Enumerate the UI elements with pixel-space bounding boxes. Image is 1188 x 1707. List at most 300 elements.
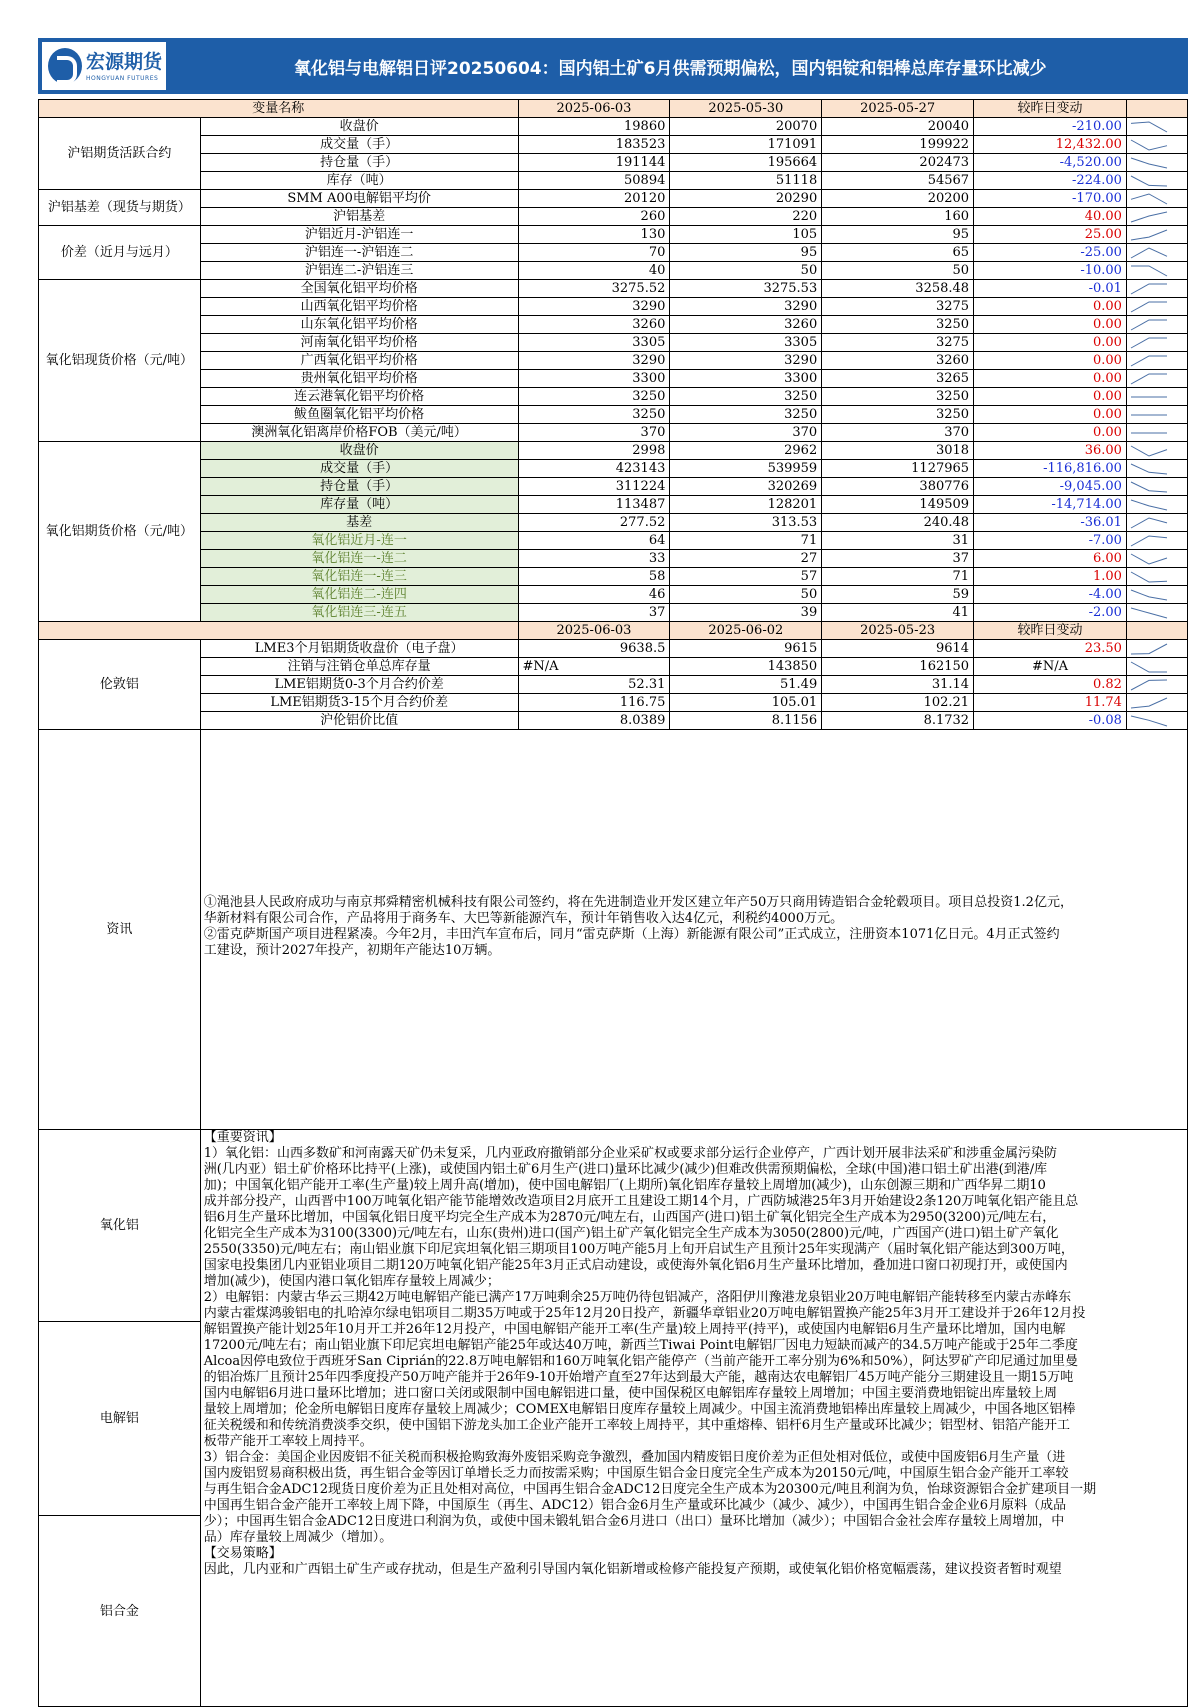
sparkline [1127,496,1187,513]
value-cell: 70 [518,244,670,262]
value-cell: 95 [670,244,822,262]
sparkline [1127,352,1187,369]
change-cell: -14,714.00 [974,496,1127,514]
value-cell: 50 [822,262,974,280]
table-row [39,496,1188,514]
analysis-label: 铝合金 [39,1516,201,1707]
table-row [39,244,1188,262]
value-cell: 105 [670,226,822,244]
sparkline-cell [1126,676,1187,694]
value-cell: 51118 [670,172,822,190]
sparkline [1127,568,1187,585]
sparkline-cell [1126,352,1187,370]
sparkline [1127,262,1187,279]
analysis-label: 氧化铝 [39,1130,201,1322]
value-cell: 380776 [822,478,974,496]
value-cell: 20200 [822,190,974,208]
news-paragraph: ①渑池县人民政府成功与南京邦舜精密机械科技有限公司签约，将在先进制造业开发区建立年产50万只商用铸造铝合金轮毂项目。项目总投资1.2亿元， [203,895,1073,910]
value-cell: 19860 [518,118,670,136]
change-cell: 0.00 [974,406,1127,424]
analysis-line: 增加(减少)，使国内港口氧化铝库存量较上周减少； [203,1274,500,1289]
sparkline-cell [1126,478,1187,496]
table-row [39,298,1188,316]
logo-text: 宏源期货 [86,51,163,73]
change-cell: #N/A [974,658,1127,676]
analysis-line: 板带产能开工率较上周持平。 [203,1434,373,1449]
analysis-line: 洲(几内亚）铝土矿价格环比持平(上涨)，或使国内铝土矿6月生产(进口)量环比减少(减少)但难改供需预期偏松，全球(中国)港口铝土矿出港(到港/库 [203,1162,1048,1177]
value-cell: 59 [822,586,974,604]
row-label: 沪铝连二-沪铝连三 [200,262,518,280]
table-row [39,172,1188,190]
table-header-row [39,622,1188,640]
row-label: 基差 [200,514,518,532]
change-cell: -0.01 [974,280,1127,298]
value-cell: 3260 [670,316,822,334]
category-cell: 氧化铝期货价格（元/吨） [39,442,201,622]
logo [42,42,166,90]
value-cell: 3275 [822,334,974,352]
sparkline-path [1131,536,1167,546]
sparkline [1127,226,1187,243]
change-cell: 0.00 [974,298,1127,316]
sparkline-cell [1126,460,1187,478]
sparkline-path [1131,122,1167,132]
value-cell: 52.31 [518,676,670,694]
sparkline-path [1131,464,1167,474]
sparkline [1127,406,1187,423]
sparkline-path [1131,518,1167,528]
change-cell: -10.00 [974,262,1127,280]
change-cell: -0.08 [974,712,1127,730]
value-cell: 313.53 [670,514,822,532]
sparkline-path [1131,302,1167,312]
value-cell: 54567 [822,172,974,190]
row-label: 成交量（手） [200,136,518,154]
value-cell: 64 [518,532,670,550]
sparkline-cell [1126,244,1187,262]
sparkline [1127,550,1187,567]
row-label: 鲅鱼圈氧化铝平均价格 [200,406,518,424]
table-row [39,352,1188,370]
value-cell: 40 [518,262,670,280]
sparkline-cell [1126,406,1187,424]
row-label: 氧化铝近月-连一 [200,532,518,550]
analysis-line: 少）；中国再生铝合金ADC12日度进口利润为负，或使中国未锻轧铝合金6月进口（出口）量环比增加（减少）；中国铝合金社会库存量较上周增加，中 [203,1514,1065,1529]
value-cell: 3305 [518,334,670,352]
row-label: LME3个月铝期货收盘价（电子盘） [200,640,518,658]
analysis-line: 国内废铝贸易商积极出货，再生铝合金等因订单增长乏力而按需采购；中国原生铝合金日度完全生产成本为20150元/吨，中国原生铝合金产能开工率较 [203,1466,1069,1481]
sparkline [1127,298,1187,315]
value-cell: 149509 [822,496,974,514]
analysis-line: 国家电投集团几内亚铝业项目二期120万吨氧化铝产能25年3月正式启动建设，或使海外氧化铝6月生产量环比增加，叠加进口窗口初现打开，或使国内 [203,1258,1068,1273]
sparkline-path [1131,482,1167,492]
sparkline [1127,388,1187,405]
value-cell: 3250 [518,388,670,406]
value-cell: 2962 [670,442,822,460]
value-cell: 277.52 [518,514,670,532]
value-cell: 130 [518,226,670,244]
sparkline-cell [1126,262,1187,280]
sparkline-path [1131,680,1167,690]
value-cell: 9638.5 [518,640,670,658]
sparkline-path [1131,176,1167,186]
value-cell: 31 [822,532,974,550]
value-cell: 50 [670,262,822,280]
sparkline-cell [1126,532,1187,550]
row-label: 持仓量（手） [200,478,518,496]
sparkline-path [1131,284,1167,294]
sparkline-path [1131,248,1167,258]
sparkline-path [1131,158,1167,168]
value-cell: 3300 [670,370,822,388]
table-row [39,316,1188,334]
value-cell: 423143 [518,460,670,478]
sparkline [1127,712,1187,729]
category-cell: 伦敦铝 [39,640,201,730]
sparkline-path [1131,500,1167,510]
sparkline [1127,694,1187,711]
change-cell: -210.00 [974,118,1127,136]
sparkline-path [1131,644,1167,654]
sparkline-path [1131,590,1167,600]
change-cell: 36.00 [974,442,1127,460]
value-cell: 183523 [518,136,670,154]
category-cell: 沪铝期货活跃合约 [39,118,201,190]
row-label: 成交量（手） [200,460,518,478]
sparkline [1127,190,1187,207]
analysis-line: 的铝冶炼厂且预计25年四季度投产50万吨产能并于26年9-10开始增产直至27年达到最大产能，越南达农电解铝厂45万吨产能分三期建设且一期15万吨 [203,1370,1074,1385]
news-content [200,730,1187,1130]
sparkline-cell [1126,712,1187,730]
category-cell: 氧化铝现货价格（元/吨） [39,280,201,442]
value-cell: 320269 [670,478,822,496]
value-cell: 162150 [822,658,974,676]
change-cell: 40.00 [974,208,1127,226]
value-cell: 3290 [518,298,670,316]
value-cell: 20290 [670,190,822,208]
value-cell: 3250 [670,388,822,406]
value-cell: 37 [518,604,670,622]
analysis-line: 2550(3350)元/吨左右；南山铝业旗下印尼宾坦氧化铝三期项目100万吨产能5月上旬开启试生产且预计25年实现满产（届时氧化铝产能达到300万吨， [203,1242,1074,1257]
table-row [39,712,1188,730]
value-cell: 71 [670,532,822,550]
analysis-line: Alcoa因停电致位于西班牙San Ciprián的22.8万吨电解铝和160万吨氧化铝产能停产（当前产能开工率分别为6%和50%），阿达罗矿产印尼通过加里曼 [203,1354,1078,1369]
category-cell: 沪铝基差（现货与期货） [39,190,201,226]
sparkline-path [1131,140,1167,150]
table-row [39,442,1188,460]
row-label: 氧化铝连三-连五 [200,604,518,622]
value-cell: 191144 [518,154,670,172]
sparkline-cell [1126,226,1187,244]
category-cell: 价差（近月与远月） [39,226,201,280]
table-row [39,370,1188,388]
sparkline-cell [1126,496,1187,514]
value-cell: 71 [822,568,974,586]
row-label: 库存量（吨） [200,496,518,514]
value-cell: 240.48 [822,514,974,532]
sparkline-path [1131,446,1167,456]
sparkline-cell [1126,298,1187,316]
value-cell: 3265 [822,370,974,388]
row-label: 连云港氧化铝平均价格 [200,388,518,406]
column-header: 2025-05-27 [822,100,974,118]
table-row [39,424,1188,442]
row-label: 全国氧化铝平均价格 [200,280,518,298]
sparkline-cell [1126,568,1187,586]
row-label: SMM A00电解铝平均价 [200,190,518,208]
value-cell: 8.0389 [518,712,670,730]
analysis-line: 量较上周增加；伦金所电解铝日度库存量较上周减少；COMEX电解铝日度库存量较上周减少。中国主流消费地铝棒出库量较上周减少，中国各地区铝棒 [203,1402,1076,1417]
sparkline [1127,532,1187,549]
value-cell: 260 [518,208,670,226]
table-row [39,586,1188,604]
value-cell: 3260 [822,352,974,370]
sparkline-cell [1126,640,1187,658]
value-cell: 20120 [518,190,670,208]
sparkline [1127,640,1187,657]
sparkline [1127,370,1187,387]
change-cell: -170.00 [974,190,1127,208]
row-label: 收盘价 [200,442,518,460]
table-row [39,208,1188,226]
sparkline-cell [1126,550,1187,568]
row-label: 氧化铝连二-连四 [200,586,518,604]
change-cell: 1.00 [974,568,1127,586]
analysis-heading: 【重要资讯】 [203,1130,282,1145]
change-cell: -224.00 [974,172,1127,190]
row-label: LME铝期货3-15个月合约价差 [200,694,518,712]
row-label: 贵州氧化铝平均价格 [200,370,518,388]
sparkline-path [1131,554,1167,564]
change-cell: 23.50 [974,640,1127,658]
analysis-line: 与再生铝合金ADC12现货日度价差为正且处相对高位，中国再生铝合金ADC12日度完全生产成本为20300元/吨且利润为负，怡球资源铝合金扩建项目一期 [203,1482,1097,1497]
column-header-spark [1126,622,1187,640]
value-cell: 143850 [670,658,822,676]
analysis-line: 品）库存量较上周减少（增加）。 [203,1530,393,1545]
value-cell: 3260 [518,316,670,334]
table-row [39,640,1188,658]
sparkline [1127,334,1187,351]
row-label: 注销与注销仓单总库存量 [200,658,518,676]
change-cell: -9,045.00 [974,478,1127,496]
analysis-line: 解铝置换产能计划25年10月开工并26年12月投产，中国电解铝产能开工率(生产量)较上周持平(持平)，或使国内电解铝6月生产量环比增加，国内电解 [203,1322,1066,1337]
value-cell: 199922 [822,136,974,154]
data-table [38,99,1188,1707]
change-cell: 11.74 [974,694,1127,712]
sparkline-cell [1126,208,1187,226]
analysis-line: 加)；中国氧化铝产能开工率(生产量)较上周升高(增加)，使中国电解铝厂(上期所)氧化铝库存量较上周增加(减少)，山东创源三期和广西华昇二期10 [203,1178,1046,1193]
sparkline-path [1131,266,1167,276]
sparkline [1127,280,1187,297]
table-header-row [39,100,1188,118]
value-cell: 57 [670,568,822,586]
analysis-label: 电解铝 [39,1322,201,1516]
analysis-line: 17200元/吨左右；南山铝业旗下印尼宾坦电解铝产能25年或达40万吨，新西兰Tiwai Point电解铝厂因电力短缺而减产的34.5万吨产能或于25年二季度 [203,1338,1078,1353]
column-header-spark [1126,100,1187,118]
column-header [39,622,519,640]
value-cell: 3290 [518,352,670,370]
value-cell: 3290 [670,352,822,370]
table-row [39,226,1188,244]
value-cell: 3275.52 [518,280,670,298]
value-cell: 9614 [822,640,974,658]
table-row [39,604,1188,622]
sparkline-cell [1126,136,1187,154]
sparkline-path [1131,662,1167,672]
logo-subtext: HONGYUAN FUTURES [86,75,159,82]
row-label: 收盘价 [200,118,518,136]
sparkline [1127,460,1187,477]
row-label: LME铝期货0-3个月合约价差 [200,676,518,694]
column-header: 2025-06-03 [518,100,670,118]
table-row [39,118,1188,136]
analysis-line: 化铝完全生产成本为3100(3300)元/吨左右，山东(贵州)进口(国产)铝土矿产氧化铝完全生产成本为3050(2800)元/吨，广西国产(进口)铝土矿产氧化 [203,1226,1059,1241]
value-cell: 51.49 [670,676,822,694]
sparkline [1127,244,1187,261]
column-header: 较昨日变动 [974,622,1127,640]
news-row [39,730,1188,1130]
sparkline-cell [1126,658,1187,676]
sparkline [1127,442,1187,459]
logo-icon [48,48,82,84]
news-paragraph: ②雷克萨斯国产项目进程紧凑。今年2月，丰田汽车宣布后，同月“雷克萨斯（上海）新能源有限公司”正式成立，注册资本1071亿日元。4月正式签约 [203,927,1060,942]
value-cell: 113487 [518,496,670,514]
value-cell: 1127965 [822,460,974,478]
row-label: 广西氧化铝平均价格 [200,352,518,370]
value-cell: 3290 [670,298,822,316]
sparkline [1127,514,1187,531]
sparkline-path [1131,572,1167,582]
row-label: 山东氧化铝平均价格 [200,316,518,334]
change-cell: 6.00 [974,550,1127,568]
value-cell: 2998 [518,442,670,460]
row-label: 沪铝基差 [200,208,518,226]
sparkline-cell [1126,334,1187,352]
row-label: 持仓量（手） [200,154,518,172]
value-cell: 3018 [822,442,974,460]
value-cell: 3250 [822,406,974,424]
column-header: 2025-05-23 [822,622,974,640]
value-cell: 50894 [518,172,670,190]
change-cell: 0.00 [974,424,1127,442]
change-cell: 0.00 [974,334,1127,352]
value-cell: 370 [518,424,670,442]
value-cell: 220 [670,208,822,226]
value-cell: 116.75 [518,694,670,712]
analysis-line: 中国再生铝合金产能开工率较上周下降，中国原生（再生、ADC12）铝合金6月生产量或环比减少（减少、减少），中国再生铝合金企业6月原料（成品 [203,1498,1067,1513]
sparkline-path [1131,338,1167,348]
sparkline-path [1131,698,1167,708]
row-label: 山西氧化铝平均价格 [200,298,518,316]
analysis-line: 铝6月生产量环比增加，中国氧化铝日度平均完全生产成本为2870元/吨左右，山西国产(进口)铝土矿氧化铝完全生产成本为2950(3200)元/吨左右， [203,1210,1056,1225]
value-cell: 37 [822,550,974,568]
value-cell: 171091 [670,136,822,154]
table-row [39,658,1188,676]
analysis-line: 内蒙古霍煤鸿骏铝电的扎哈淖尔绿电铝项目二期35万吨或于25年12月20日投产，新疆华章铝业20万吨电解铝置换产能25年3月开工建设并于26年12月投 [203,1306,1086,1321]
row-label: 澳洲氧化铝离岸价格FOB（美元/吨） [200,424,518,442]
value-cell: 65 [822,244,974,262]
analysis-line: 3）铝合金：美国企业因废铝不征关税而积极抢购致海外废铝采购竞争激烈，叠加国内精废铝日度价差为正但处相对低位，或使中国废铝6月生产量（进 [203,1450,1066,1465]
table-row [39,154,1188,172]
value-cell: 39 [670,604,822,622]
sparkline-cell [1126,424,1187,442]
table-row [39,262,1188,280]
news-paragraph: 华新材料有限公司合作，产品将用于商务车、大巴等新能源汽车，预计年销售收入达4亿元，利税约4000万元。 [203,911,844,926]
report-header [38,38,1188,94]
change-cell: -4,520.00 [974,154,1127,172]
news-label: 资讯 [39,730,201,1130]
value-cell: 539959 [670,460,822,478]
row-label: 沪伦铝价比值 [200,712,518,730]
analysis-line: 国内电解铝6月进口量环比增加；进口窗口关闭或限制中国电解铝进口量，使中国保税区电解铝库存量较上周增加；中国主要消费地铝锭出库量较上周 [203,1386,1058,1401]
sparkline-cell [1126,118,1187,136]
sparkline [1127,208,1187,225]
sparkline-cell [1126,604,1187,622]
value-cell: 102.21 [822,694,974,712]
sparkline-path [1131,716,1167,726]
value-cell: 128201 [670,496,822,514]
sparkline-cell [1126,280,1187,298]
value-cell: 3250 [822,388,974,406]
value-cell: 46 [518,586,670,604]
value-cell: 160 [822,208,974,226]
value-cell: 95 [822,226,974,244]
sparkline-path [1131,374,1167,384]
table-row [39,406,1188,424]
table-row [39,388,1188,406]
change-cell: 25.00 [974,226,1127,244]
table-row [39,334,1188,352]
value-cell: 8.1156 [670,712,822,730]
analysis-line: 1）氧化铝：山西多数矿和河南露天矿仍未复采，几内亚政府撤销部分企业采矿权或要求部分运行企业停产，广西计划开展非法采矿和涉重金属污染防 [203,1146,1058,1161]
change-cell: 0.00 [974,388,1127,406]
value-cell: 8.1732 [822,712,974,730]
value-cell: 3250 [670,406,822,424]
sparkline-cell [1126,694,1187,712]
change-cell: 0.00 [974,370,1127,388]
value-cell: 3250 [518,406,670,424]
table-row [39,190,1188,208]
sparkline-path [1131,356,1167,366]
value-cell: 105.01 [670,694,822,712]
sparkline [1127,118,1187,135]
change-cell: -2.00 [974,604,1127,622]
change-cell: -7.00 [974,532,1127,550]
news-text [204,895,1184,959]
sparkline-path [1131,320,1167,330]
sparkline [1127,658,1187,675]
value-cell: 50 [670,586,822,604]
strategy-text: 因此，几内亚和广西铝土矿生产或存扰动，但是生产盈利引导国内氧化铝新增或检修产能投复产预期，或使氧化铝价格宽幅震荡，建议投资者暂时观望 [203,1562,1062,1577]
value-cell: 20070 [670,118,822,136]
value-cell: 311224 [518,478,670,496]
value-cell: 27 [670,550,822,568]
change-cell: -25.00 [974,244,1127,262]
column-header: 2025-05-30 [670,100,822,118]
value-cell: 31.14 [822,676,974,694]
value-cell: 370 [822,424,974,442]
sparkline [1127,676,1187,693]
value-cell: 195664 [670,154,822,172]
strategy-heading: 【交易策略】 [203,1546,282,1561]
sparkline [1127,136,1187,153]
sparkline-cell [1126,172,1187,190]
table-row [39,694,1188,712]
sparkline-cell [1126,388,1187,406]
sparkline-path [1131,194,1167,204]
analysis-line: 征关税缓和和传统消费淡季交织，使中国铝下游龙头加工企业产能开工率较上周持平，其中重熔棒、铝杆6月生产量或环比减少；铝型材、铝箔产能开工 [203,1418,1071,1433]
sparkline-path [1131,212,1167,222]
